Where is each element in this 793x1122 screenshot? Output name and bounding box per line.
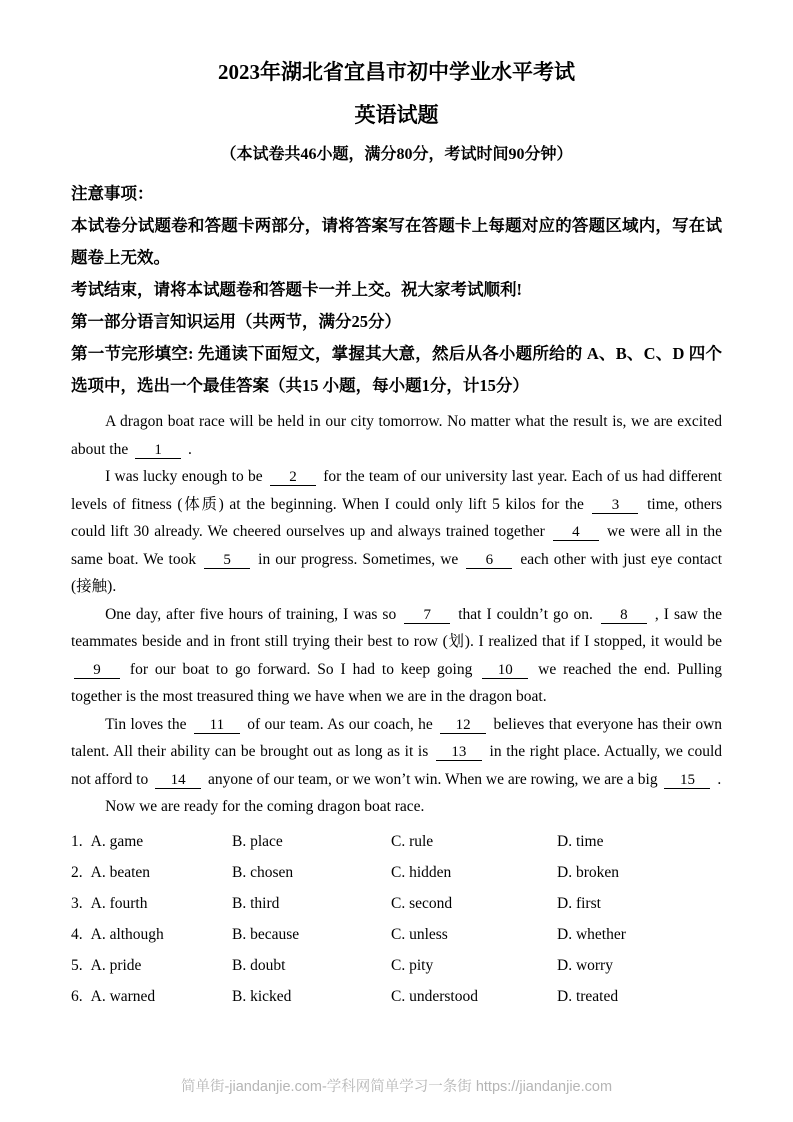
notice-line: 本试卷分试题卷和答题卡两部分，请将答案写在答题卡上每题对应的答题区域内，写在试题卷上无效。: [71, 216, 722, 267]
option-cell: C. hidden: [391, 863, 452, 881]
option-cell: D. whether: [557, 925, 626, 943]
option-cell: 3. A. fourth: [71, 894, 148, 912]
question-number: 1.: [71, 832, 83, 850]
option-cell: C. pity: [391, 956, 434, 974]
notices-section: [71, 178, 722, 402]
option-cell: C. rule: [391, 832, 434, 850]
page-subtitle: 英语试题: [354, 103, 439, 127]
options-table: [71, 826, 722, 1012]
notice-line: 第一部分语言知识运用（共两节，满分25分）: [71, 312, 401, 331]
option-row: [71, 950, 722, 981]
option-cell: 5. A. pride: [71, 956, 142, 974]
cloze-blank-10: 10: [482, 662, 528, 679]
cloze-blank-4: 4: [553, 524, 599, 541]
option-cell: B. kicked: [232, 987, 292, 1005]
cloze-blank-13: 13: [436, 744, 482, 761]
option-cell: 6. A. warned: [71, 987, 156, 1005]
cloze-blank-3: 3: [592, 497, 638, 514]
question-number: 4.: [71, 925, 83, 943]
option-cell: 1. A. game: [71, 832, 144, 850]
question-number: 6.: [71, 987, 83, 1005]
cloze-blank-9: 9: [74, 662, 120, 679]
option-row: [71, 888, 722, 919]
cloze-blank-2: 2: [270, 469, 316, 486]
option-cell: D. treated: [557, 987, 619, 1005]
notice-line: 注意事项：: [71, 184, 154, 203]
page-title: 2023年湖北省宜昌市初中学业水平考试: [218, 60, 575, 84]
option-row: [71, 826, 722, 857]
passage-paragraph: One day, after five hours of training, I was so 7 that I couldn’t go on. 8 , I saw the teammates beside and in front still trying their best to row (划). I realized that if I stopped, it would be 9 for our boat to go forward. So I had to keep going 10 we reached the end. Pulling together is the most treasured thing we have when we are in the dragon boat.: [71, 605, 722, 705]
option-cell: C. unless: [391, 925, 448, 943]
cloze-blank-12: 12: [440, 717, 486, 734]
cloze-blank-5: 5: [204, 552, 250, 569]
cloze-blank-1: 1: [135, 442, 181, 459]
option-cell: C. understood: [391, 987, 478, 1005]
option-row: [71, 919, 722, 950]
passage: [71, 408, 722, 821]
cloze-blank-7: 7: [404, 607, 450, 624]
option-cell: C. second: [391, 894, 453, 912]
option-cell: D. time: [557, 832, 604, 850]
option-cell: 2. A. beaten: [71, 863, 151, 881]
option-row: [71, 981, 722, 1012]
cloze-blank-8: 8: [601, 607, 647, 624]
notice-line: 考试结束，请将本试题卷和答题卡一并上交。祝大家考试顺利!: [71, 280, 522, 299]
footer-watermark: 简单街-jiandanjie.com-学科网简单学习一条街 https://jiandanjie.com: [180, 1079, 613, 1095]
option-row: [71, 857, 722, 888]
cloze-blank-15: 15: [664, 772, 710, 789]
passage-paragraph: I was lucky enough to be 2 for the team of our university last year. Each of us had different levels of fitness (体质) at the beginning. When I could only lift 5 kilos for the 3 time, others could lift 30 already. We cheered ourselves up and always trained together 4 we were all in the same boat. We took 5 in our progress. Sometimes, we 6 each other with just eye contact (接触).: [71, 468, 723, 595]
option-cell: D. first: [557, 894, 601, 912]
option-cell: D. broken: [557, 863, 619, 881]
option-cell: B. doubt: [232, 956, 286, 974]
question-number: 2.: [71, 863, 83, 881]
passage-paragraph: A dragon boat race will be held in our city tomorrow. No matter what the result is, we are excited about the 1 .: [71, 413, 722, 458]
paper-info: （本试卷共46小题，满分80分，考试时间90分钟）: [220, 146, 573, 163]
passage-paragraph: Tin loves the 11 of our team. As our coach, he 12 believes that everyone has their own talent. All their ability can be brought out as long as it is 13 in the right place. Actually, we could not afford to 14 anyone of our team, or we won’t win. When we are rowing, we are a big 15 .: [71, 715, 723, 788]
cloze-blank-6: 6: [466, 552, 512, 569]
option-cell: D. worry: [557, 956, 613, 974]
passage-paragraph: Now we are ready for the coming dragon boat race.: [105, 798, 425, 815]
cloze-blank-11: 11: [194, 717, 240, 734]
option-cell: 4. A. although: [71, 925, 164, 943]
cloze-blank-14: 14: [155, 772, 201, 789]
option-cell: B. because: [232, 925, 300, 943]
option-cell: B. place: [232, 832, 283, 850]
option-cell: B. chosen: [232, 863, 294, 881]
question-number: 3.: [71, 894, 83, 912]
notice-line: 第一节完形填空: 先通读下面短文，掌握其大意，然后从各小题所给的 A、B、C、D 四个选项中，选出一个最佳答案（共15 小题，每小题1分，计15分）: [71, 344, 722, 395]
option-cell: B. third: [232, 894, 280, 912]
question-number: 5.: [71, 956, 83, 974]
